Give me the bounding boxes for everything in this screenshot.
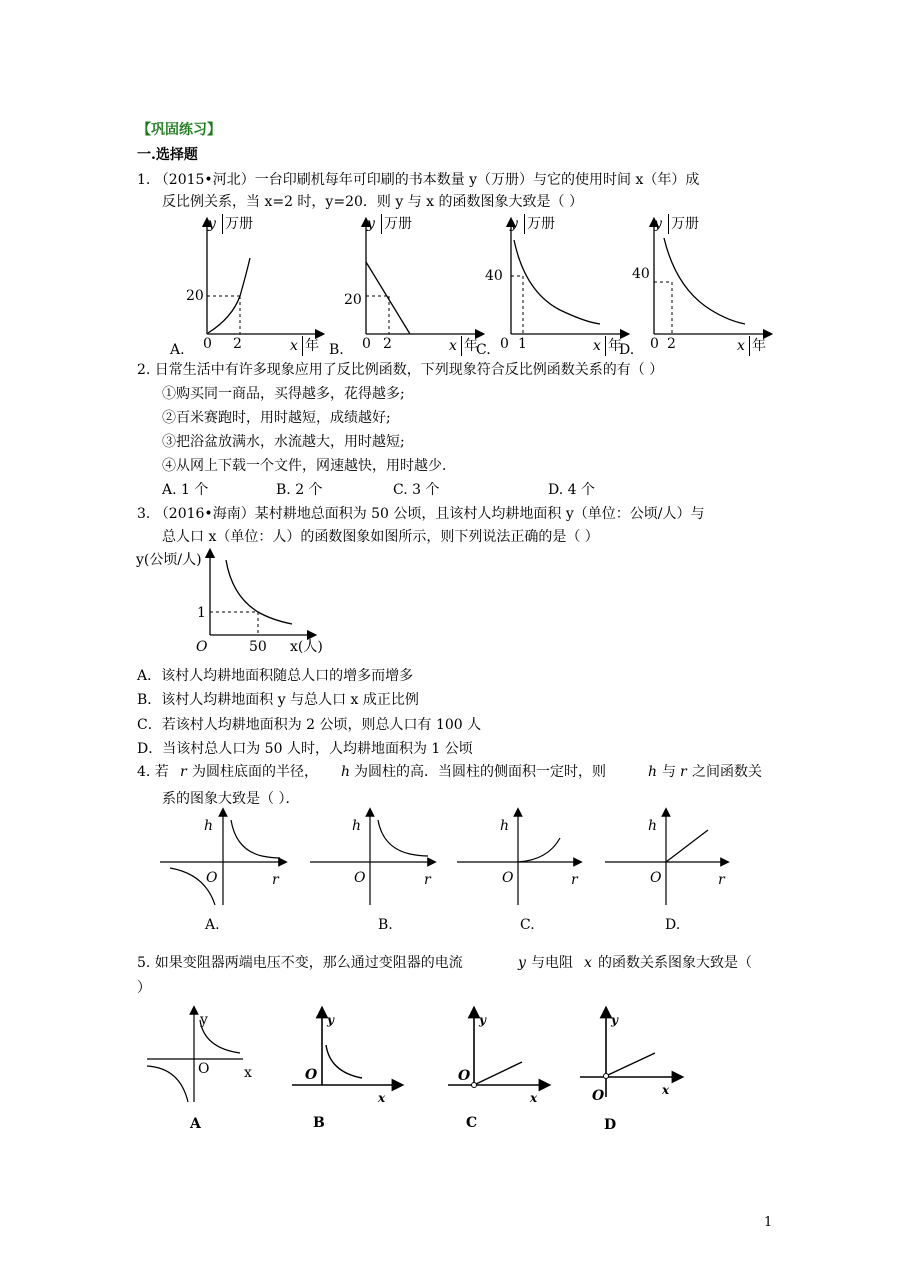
q1a-origin: 0: [203, 336, 212, 352]
q4b-h: h: [352, 818, 362, 834]
q1c-origin: 0: [500, 336, 509, 352]
q4-option-a: A.: [205, 917, 220, 933]
q5-line1-b: 与电阻: [531, 955, 573, 971]
page-number: 1: [764, 1215, 773, 1230]
q1b-x: x: [449, 338, 457, 354]
q4a-r: r: [272, 872, 279, 888]
q5d-origin: O: [592, 1088, 605, 1104]
q1d-y: y: [654, 216, 662, 232]
q1c-xlabel: 年: [605, 336, 622, 356]
q4d-r: r: [718, 872, 725, 888]
q4d-h: h: [648, 818, 658, 834]
q1-line1: 1. （2015•河北）一台印刷机每年可印刷的书本数量 y（万册）与它的使用时间 x（年）成: [137, 172, 700, 188]
q3-option-a: A．该村人均耕地面积随总人口的增多而增多: [137, 668, 414, 684]
q5c-origin: O: [458, 1068, 471, 1084]
q1c-y: y: [510, 216, 518, 232]
q2-line1: 2. 日常生活中有许多现象应用了反比例函数，下列现象符合反比例函数关系的有（ ）: [137, 362, 664, 378]
q5a-x: x: [244, 1065, 252, 1081]
q5-line1-a: 5. 如果变阻器两端电压不变，那么通过变阻器的电流: [137, 955, 463, 971]
q2-item-1: ①购买同一商品，买得越多，花得越多;: [162, 386, 405, 402]
q4-r-2: r: [680, 764, 687, 780]
q1a-xtick: 2: [233, 336, 242, 352]
q3-line2: 总人口 x（单位：人）的函数图象如图所示，则下列说法正确的是（ ）: [162, 529, 599, 545]
q2-item-3: ③把浴盆放满水，水流越大，用时越短;: [162, 434, 405, 450]
q5d-x: x: [662, 1083, 670, 1097]
q1c-ytick: 40: [485, 268, 503, 284]
q1b-origin: 0: [362, 336, 371, 352]
q1a-ylabel: 万册: [222, 214, 253, 234]
q1d-ylabel: 万册: [668, 214, 699, 234]
q4a-origin: O: [206, 870, 218, 886]
q4-option-d: D.: [665, 917, 681, 933]
q5c-y: y: [479, 1013, 486, 1027]
q1c-xtick: 1: [518, 336, 527, 352]
q5c-x: x: [530, 1091, 538, 1105]
q3-line1: 3. （2016•海南）某村耕地总面积为 50 公顷，且该村人均耕地面积 y（单位：公顷/人）与: [137, 506, 705, 522]
q4-line2: 系的图象大致是（ ）．: [162, 791, 300, 807]
q4d-origin: O: [650, 870, 662, 886]
q4-line1-e: 之间函数关: [692, 764, 762, 780]
q5-option-d: D: [604, 1117, 617, 1133]
q1c-ylabel: 万册: [524, 214, 555, 234]
part-title: 一.选择题: [137, 147, 198, 163]
q2-option-c: C. 3 个: [393, 482, 440, 498]
q4b-origin: O: [354, 870, 366, 886]
q4-option-c: C.: [520, 917, 535, 933]
q5-line2: ）: [137, 980, 151, 996]
q1b-y: y: [367, 216, 375, 232]
q5d-y: y: [611, 1013, 618, 1027]
q3-graph-ylabel: y(公顷/人): [136, 552, 202, 568]
q1a-x: x: [290, 338, 298, 354]
q1a-xlabel: 年: [302, 336, 319, 356]
q5-x: x: [584, 955, 592, 971]
q1b-ylabel: 万册: [381, 214, 412, 234]
q4-h-2: h: [648, 764, 658, 780]
q4-option-b: B.: [378, 917, 393, 933]
q1c-x: x: [593, 338, 601, 354]
q4a-h: h: [204, 818, 214, 834]
q1b-xtick: 2: [383, 336, 392, 352]
q2-option-d: D. 4 个: [548, 482, 595, 498]
q4b-r: r: [424, 872, 431, 888]
q2-item-2: ②百米赛跑时，用时越短，成绩越好;: [162, 410, 391, 426]
q1d-origin: 0: [650, 336, 659, 352]
q1-option-b: B.: [329, 342, 344, 358]
q4c-origin: O: [502, 870, 514, 886]
q1d-ytick: 40: [632, 266, 650, 282]
q4-h-1: h: [341, 764, 351, 780]
q4c-r: r: [571, 872, 578, 888]
q5a-origin: O: [198, 1061, 210, 1077]
q1-option-a: A.: [170, 342, 185, 358]
q5-option-a: A: [190, 1116, 201, 1132]
q5-option-b: B: [313, 1115, 325, 1131]
q1-option-d: D.: [619, 342, 635, 358]
q5b-origin: O: [305, 1067, 318, 1083]
q4c-h: h: [500, 818, 510, 834]
q4-r-1: r: [180, 764, 187, 780]
q5a-y: y: [200, 1012, 208, 1028]
q1b-ytick: 20: [344, 292, 362, 308]
q1d-xlabel: 年: [749, 336, 766, 356]
q1a-y: y: [208, 216, 216, 232]
q3-ytick: 1: [197, 605, 206, 621]
q5b-x: x: [378, 1091, 386, 1105]
q2-item-4: ④从网上下载一个文件，网速越快，用时越少．: [162, 458, 456, 474]
q3-xtick: 50: [249, 639, 267, 655]
q5b-y: y: [327, 1013, 334, 1027]
section-title: 【巩固练习】: [137, 122, 221, 138]
q3-origin: O: [196, 639, 208, 655]
q1-line2: 反比例关系，当 x=2 时，y=20．则 y 与 x 的函数图象大致是（ ）: [162, 194, 583, 210]
q1d-x: x: [737, 338, 745, 354]
q4-line1-b: 为圆柱底面的半径，: [192, 764, 318, 780]
q3-graph-xlabel: x(人): [290, 639, 323, 655]
q1b-xlabel: 年: [461, 336, 478, 356]
q1a-ytick: 20: [186, 288, 204, 304]
q3-option-b: B．该村人均耕地面积 y 与总人口 x 成正比例: [137, 692, 419, 708]
q5-y: y: [518, 955, 526, 971]
q2-option-a: A. 1 个: [162, 482, 209, 498]
q4-line1-c: 为圆柱的高．当圆柱的侧面积一定时，则: [354, 764, 606, 780]
q5-option-c: C: [466, 1115, 478, 1131]
q5-line1-c: 的函数关系图象大致是（: [598, 955, 752, 971]
q2-option-b: B. 2 个: [276, 482, 323, 498]
q1d-xtick: 2: [667, 336, 676, 352]
q1-option-c: C.: [476, 342, 491, 358]
q4-line1-a: 4. 若: [137, 764, 169, 780]
q3-option-c: C．若该村人均耕地面积为 2 公顷，则总人口有 100 人: [137, 717, 482, 733]
q3-option-d: D．当该村总人口为 50 人时，人均耕地面积为 1 公顷: [137, 741, 473, 757]
q4-line1-d: 与: [662, 764, 676, 780]
